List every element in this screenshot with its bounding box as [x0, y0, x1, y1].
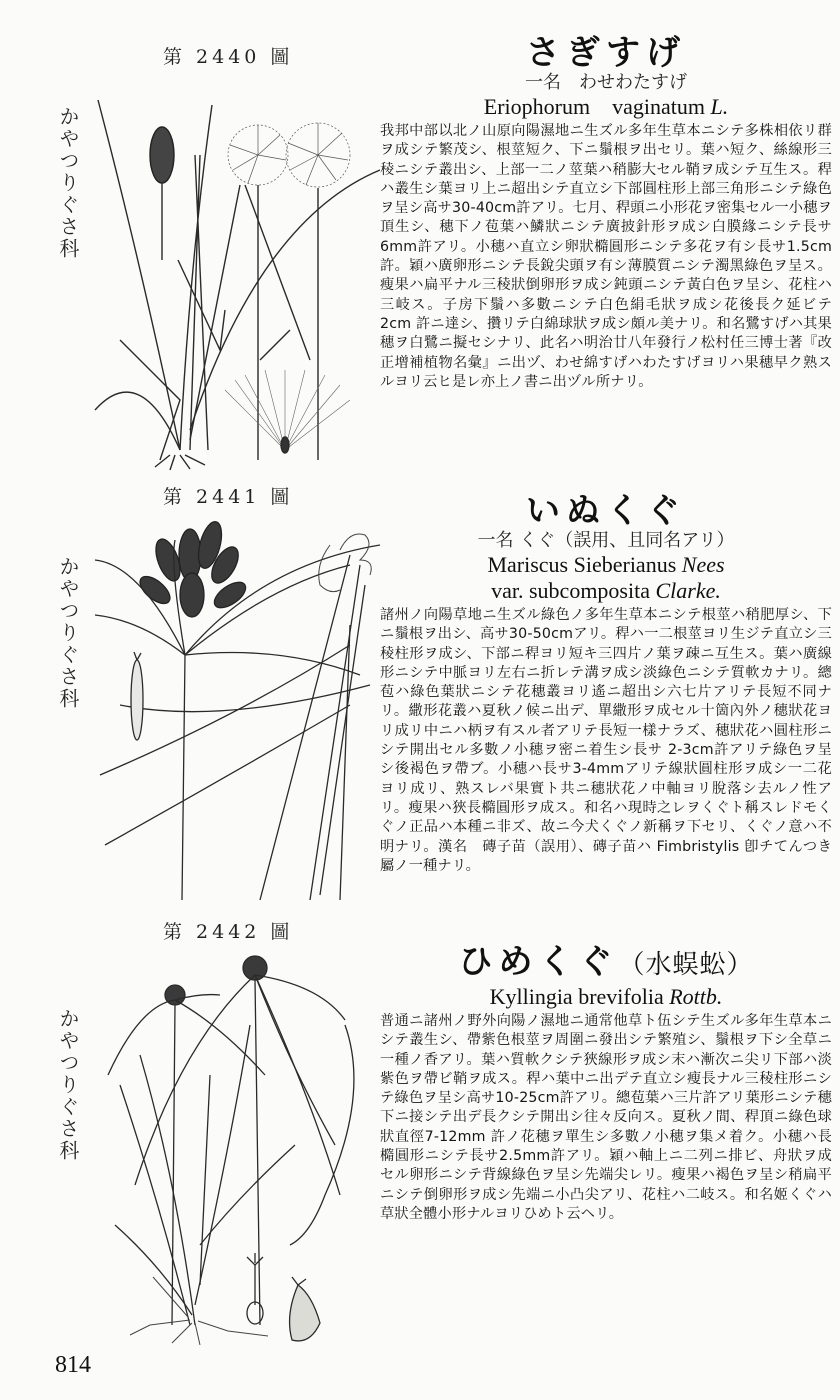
scientific-name	[380, 552, 832, 578]
description: 諸州ノ向陽草地ニ生ズル綠色ノ多年生草本ニシテ根莖ハ稍肥厚シ、下ニ鬚根ヲ出シ、高サ30-50cmアリ。稈ハ一二根莖ヨリ生ジテ直立シ三稜柱形ヲ成シ、下部ニ稈ヨリ短キ三四片ノ葉ヲ疎ニ互生ス。葉ハ廣線形ニシテ中脈ヨリ左右ニ折レテ溝ヲ成シ淡綠色ニシテ質軟カナリ。總苞ハ綠色葉狀ニシテ花穗叢ヨリ遙ニ超出シ六七片アリテ長短不同ナリ。繖形花叢ハ夏秋ノ候ニ出デ、單繖形ヲ成セル十箇內外ノ穗狀花ヨリ成リ中ニハ柄ヲ有スル者アリテ長短一樣ナラズ、穗狀花ハ圓柱形ニシテ開出セル多數ノ小穗ヲ密ニ着生シ長サ 2-3cm許アリテ綠色ヲ呈シ後褐色ヲ帶ブ。小穗ハ長サ3-4mmアリテ線狀圓柱形ヲ成シ一二花ヨリ成リ、熟スレバ果實ト共ニ穗狀花ノ中軸ヨリ脫落シ去ルノ性アリ。瘦果ハ狹長橢圓形ヲ成ス。和名ハ現時之レヲくぐト稱スレドモくぐノ正品ハ本種ニ非ズ、故ニ今犬くぐノ新稱ヲ下セリ、くぐノ意ハ不明ナリ。漢名 磚子苗（誤用）、磚子苗ハ Fimbristylis 卽チてんつき屬ノ一種ナリ。	[380, 607, 832, 874]
alternate-name: 一名 くぐ（誤用、且同名アリ）	[477, 530, 735, 551]
family-label-3: かやつりぐさ科	[56, 1008, 80, 1162]
eriophorum-vaginatum-drawing-icon	[80, 60, 380, 480]
title-japanese: さぎすげ	[526, 33, 686, 73]
entry-2440	[380, 34, 832, 392]
scientific-binomial: Eriophorum vaginatum	[483, 94, 705, 119]
entry-title	[380, 943, 832, 984]
kyllingia-brevifolia-drawing-icon	[80, 945, 380, 1345]
scientific-variety	[380, 578, 832, 604]
description: 普通ニ諸州ノ野外向陽ノ濕地ニ通常他草ト伍シテ生ズル多年生草本ニシテ叢生シ、帶紫色根莖ヲ周圍ニ發出シテ繁殖シ、鬚根ヲ下シ全草ニ一種ノ香アリ。葉ハ質軟クシテ狹線形ヲ成シ末ハ漸次ニ尖リ下部ハ淡紫色ヲ帶ビ鞘ヲ成ス。稈ハ葉中ニ出デテ直立シ瘦長ナル三稜柱形ニシテ綠色ヲ呈シ高サ10-25cm許アリ。總苞葉ハ三片許アリ葉形ニシテ穗下ニ接シテ出デ長クシテ開出シ往々反向ス。夏秋ノ間、稈頂ニ綠色球狀直徑7-12mm 許ノ花穗ヲ單生シ多數ノ小穗ヲ集メ着ク。小穗ハ長橢圓形ニシテ長サ2.5mm許アリ。穎ハ軸上ニ二列ニ排ビ、舟狀ヲ成セル卵形ニシテ背線綠色ヲ呈シ先端尖レリ。瘦果ハ褐色ヲ呈シ稍扁平ニシテ倒卵形ヲ成シ先端ニ小凸尖アリ、花柱ハ二岐ス。和名姬くぐハ草狀全體小形ナルヨリひめト云ヘリ。	[380, 1013, 832, 1222]
entry-title	[380, 34, 832, 72]
figure-label-2441: 第 2441 圖	[163, 486, 294, 508]
figure-label-2442: 第 2442 圖	[163, 921, 294, 943]
family-label-2: かやつりぐさ科	[56, 556, 80, 710]
scientific-name	[380, 984, 832, 1010]
title-japanese: ひめくぐ	[458, 942, 619, 982]
entry-2441	[380, 492, 832, 876]
variety-name: var. subcomposita	[491, 578, 650, 603]
scientific-authority: Nees	[681, 552, 725, 577]
title-kanji-name: （水蜈蚣）	[618, 950, 754, 980]
scientific-name	[380, 94, 832, 120]
figure-label-2440: 第 2440 圖	[163, 46, 294, 68]
title-japanese: いぬくぐ	[526, 491, 686, 531]
entry-2442	[380, 943, 832, 1224]
description: 我邦中部以北ノ山原向陽濕地ニ生ズル多年生草本ニシテ多株相依リ群ヲ成シテ繁茂シ、根莖短ク、下ニ鬚根ヲ出セリ。葉ハ短ク、絲線形三稜ニシテ叢出シ、上部一二ノ莖葉ハ稍膨大セル鞘ヲ成シテ互生ス。稈ハ叢生シ葉ヨリ上ニ超出シテ直立シ下部圓柱形上部三角形ニシテ綠色ヲ呈シ高サ30-40cm許アリ。七月、稈頭ニ小形花ヲ密集セル一小穗ヲ頂生シ、穗下ノ苞葉ハ鱗狀ニシテ廣披針形ヲ成シ白膜緣ニシテ長サ6mm許アリ。小穗ハ直立シ卵狀橢圓形ニシテ多花ヲ有シ長サ1.5cm許。穎ハ廣卵形ニシテ長銳尖頭ヲ有シ薄膜質ニシテ濁黑綠色ヲ呈ス。瘦果ハ扁平ナル三稜狀倒卵形ヲ成シ鈍頭ニシテ黃白色ヲ呈シ、花柱ハ三岐ス。子房下鬚ハ多數ニシテ白色絹毛狀ヲ成シ花後長ク延ビテ 2cm 許ニ達シ、攢リテ白綿球狀ヲ成シ頗ル美ナリ。和名鷺すげハ其果穗ヲ白鷺ニ擬セシナリ、此名ハ明治廿八年發行ノ松村任三博士著『改正增補植物名彙』ニ出ヅ、わせ綿すげハわたすげヨリハ果穗早ク熟スルヨリ云ヒ是レ亦上ノ書ニ出ヅル所ナリ。	[380, 123, 832, 390]
scientific-authority: L.	[710, 94, 729, 119]
alternate-name: 一名 わせわたすげ	[525, 72, 687, 93]
variety-authority: Clarke.	[655, 578, 721, 603]
scientific-binomial: Mariscus Sieberianus	[487, 552, 677, 577]
scientific-binomial: Kyllingia brevifolia	[489, 984, 664, 1009]
family-label-1: かやつりぐさ科	[56, 106, 80, 260]
mariscus-sieberianus-drawing-icon	[80, 505, 380, 905]
entry-title	[380, 492, 832, 530]
page-number: 814	[55, 1352, 91, 1378]
scientific-authority: Rottb.	[669, 984, 723, 1009]
